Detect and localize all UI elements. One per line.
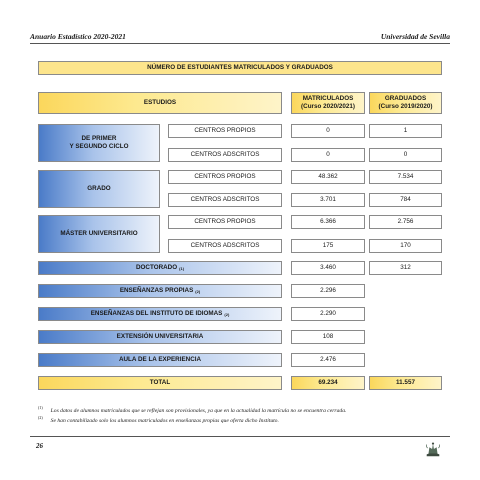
center-type-cell: CENTROS PROPIOS	[168, 215, 282, 229]
total-matriculados: 69.234	[291, 376, 365, 390]
center-type-cell: CENTROS ADSCRITOS	[168, 148, 282, 162]
total-graduados: 11.557	[369, 376, 442, 390]
graduados-cell: 7.534	[369, 170, 442, 184]
graduados-header-line2: (Curso 2019/2020)	[378, 103, 433, 110]
footnotes	[38, 405, 346, 425]
row-label-text: AULA DE LA EXPERIENCIA	[118, 356, 202, 364]
graduados-cell: 2.756	[369, 215, 442, 229]
footnote-2	[38, 415, 346, 425]
center-type-cell: CENTROS PROPIOS	[168, 170, 282, 184]
graduados-cell: 170	[369, 239, 442, 253]
footnote-ref: (2)	[224, 311, 230, 317]
footnote-ref: (1)	[179, 265, 185, 271]
footnote-text: Se han contabilizado solo los alumnos matriculados en enseñanzas propias que oferta dicho Instituto.	[50, 417, 279, 424]
row-label-text: ENSEÑANZAS DEL INSTITUTO DE IDIOMAS	[90, 310, 223, 318]
matriculados-column-header	[291, 92, 365, 114]
studies-column-header: ESTUDIOS	[38, 92, 282, 114]
row-label-text: EXTENSIÓN UNIVERSITARIA	[116, 333, 204, 341]
footnote-mark: (2)	[38, 414, 43, 420]
graduados-cell: 312	[369, 261, 442, 275]
header-divider	[30, 43, 450, 44]
graduados-cell: 1	[369, 124, 442, 138]
center-type-cell: CENTROS ADSCRITOS	[168, 193, 282, 207]
center-type-cell: CENTROS PROPIOS	[168, 124, 282, 138]
footer-divider	[30, 436, 450, 437]
matriculados-cell: 2.476	[291, 353, 365, 367]
row-label-extension-universitaria	[38, 330, 282, 344]
matriculados-cell: 0	[291, 124, 365, 138]
group-label-master-universitario: MÁSTER UNIVERSITARIO	[38, 215, 160, 253]
matriculados-cell: 48.362	[291, 170, 365, 184]
group-label-line1: DE PRIMER	[81, 135, 117, 143]
footnote-1	[38, 405, 346, 415]
footnote-ref: (2)	[195, 288, 201, 294]
row-label-instituto-idiomas	[38, 307, 282, 321]
matriculados-cell: 3.460	[291, 261, 365, 275]
header-yearbook-title: Anuario Estadístico 2020-2021	[30, 32, 126, 41]
group-label-grado: GRADO	[38, 170, 160, 208]
footnote-text: Los datos de alumnos matriculados que se reflejan son provisionales, ya que en la actualidad la matrícula no se encuentra cerrada.	[50, 407, 347, 414]
matriculados-header-line1: MATRICULADOS	[302, 95, 354, 103]
matriculados-cell: 2.290	[291, 307, 365, 321]
table-title: NÚMERO DE ESTUDIANTES MATRICULADOS Y GRADUADOS	[38, 61, 442, 75]
group-label-line2: Y SEGUNDO CICLO	[69, 143, 129, 150]
header-university-name: Universidad de Sevilla	[380, 32, 450, 41]
graduados-header-line1: GRADUADOS	[384, 95, 427, 103]
matriculados-cell: 6.366	[291, 215, 365, 229]
row-label-doctorado	[38, 261, 282, 275]
footnote-mark: (1)	[38, 405, 43, 410]
total-label: TOTAL	[38, 376, 282, 390]
matriculados-header-line2: (Curso 2020/2021)	[301, 103, 355, 110]
graduados-column-header	[369, 92, 442, 114]
center-type-cell: CENTROS ADSCRITOS	[168, 239, 282, 253]
matriculados-cell: 2.296	[291, 284, 365, 298]
row-label-ensenanzas-propias	[38, 284, 282, 298]
matriculados-cell: 0	[291, 148, 365, 162]
graduados-cell: 0	[369, 148, 442, 162]
matriculados-cell: 3.701	[291, 193, 365, 207]
page-number: 26	[36, 442, 43, 450]
matriculados-cell: 108	[291, 330, 365, 344]
graduados-cell: 784	[369, 193, 442, 207]
university-seal-icon	[424, 440, 442, 458]
group-label-primer-segundo-ciclo	[38, 124, 160, 162]
row-label-text: DOCTORADO	[135, 264, 178, 272]
row-label-text: ENSEÑANZAS PROPIAS	[119, 287, 194, 295]
matriculados-cell: 175	[291, 239, 365, 253]
row-label-aula-experiencia	[38, 353, 282, 367]
